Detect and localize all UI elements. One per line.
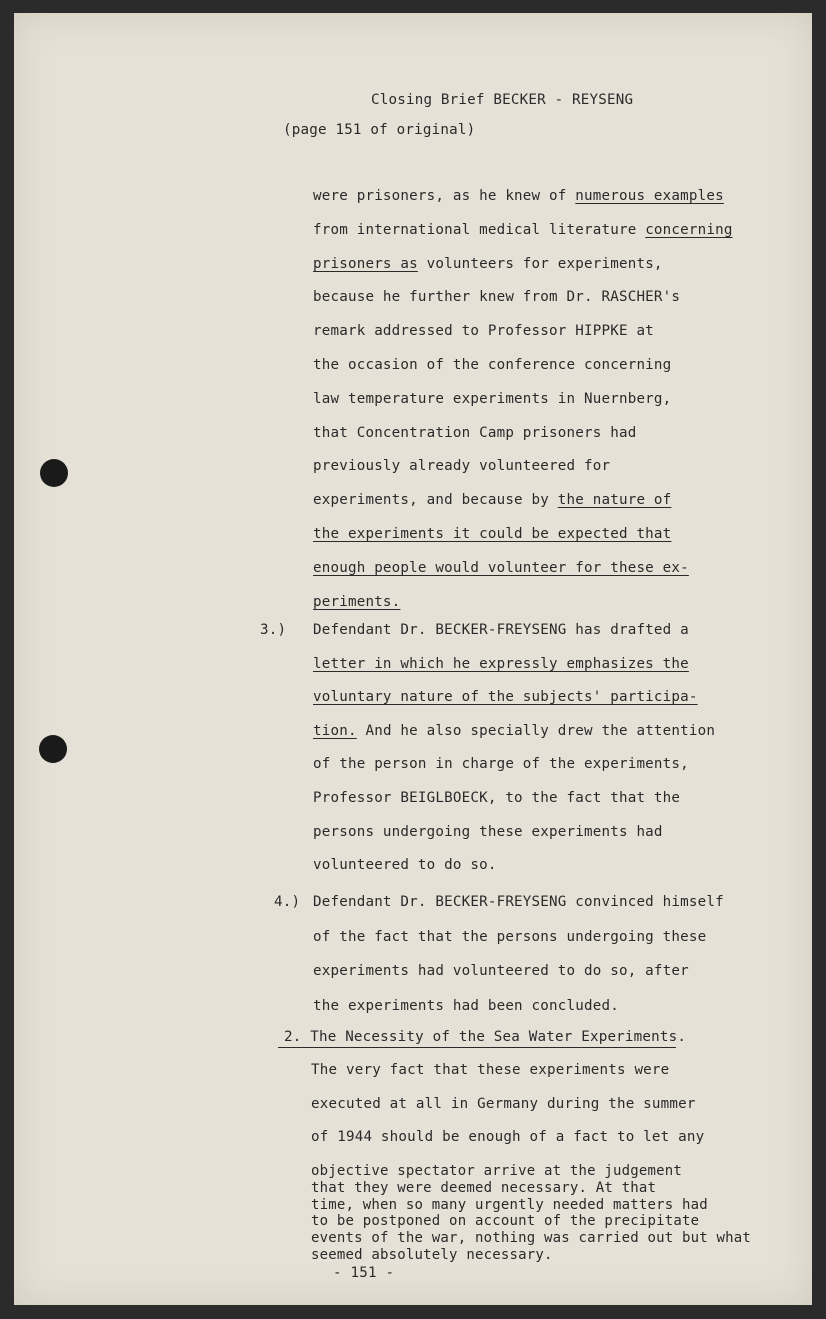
document-title: Closing Brief BECKER - REYSENG (371, 92, 634, 108)
text-line: of 1944 should be enough of a fact to let any (311, 1129, 705, 1145)
text-line: experiments, and because by the nature of (313, 492, 672, 509)
text-line: The very fact that these experiments were (311, 1062, 670, 1078)
section-2-heading: 2. The Necessity of the Sea Water Experiments. (284, 1029, 687, 1045)
text-line: persons undergoing these experiments had (313, 823, 663, 840)
text-line: experiments had volunteered to do so, after (313, 963, 689, 979)
text-line: executed at all in Germany during the summer (311, 1095, 696, 1112)
text-line: seemed absolutely necessary. (311, 1247, 553, 1263)
text-line: that Concentration Camp prisoners had (313, 424, 637, 441)
text-line: Professor BEIGLBOECK, to the fact that the (313, 790, 681, 806)
text-line: were prisoners, as he knew of numerous examples (313, 188, 724, 204)
text-line: volunteered to do so. (313, 857, 497, 874)
section-2-underline (278, 1047, 676, 1048)
item-number: 3.) (260, 622, 287, 638)
document-page (14, 13, 812, 1305)
text-line: enough people would volunteer for these ex- (313, 559, 689, 576)
text-line: time, when so many urgently needed matters had (311, 1196, 708, 1213)
text-line: the experiments it could be expected that (313, 526, 672, 542)
text-line: because he further knew from Dr. RASCHER's (313, 289, 681, 306)
text-line: of the fact that the persons undergoing these (313, 928, 707, 945)
text-line: lаw temperature experiments in Nuernberg, (313, 390, 672, 407)
text-line: the experiments had been concluded. (313, 997, 619, 1014)
page-number: - 151 - (333, 1265, 395, 1281)
text-line: letter in which he expressly emphasizes the (313, 655, 689, 672)
text-line: prisoners as volunteers for experiments, (313, 255, 663, 272)
text-line: periments. (313, 593, 401, 610)
text-line: Defendant Dr. BECKER-FREYSENG convinced himself (313, 894, 724, 910)
text-line: events of the war, nothing was carried out but what (311, 1230, 752, 1247)
text-line: objective spectator arrive at the judgement (311, 1163, 683, 1179)
item-number: 4.) (274, 894, 301, 910)
punch-hole-top (40, 459, 68, 487)
text-line: Defendant Dr. BECKER-FREYSENG has drafted a (313, 622, 689, 638)
text-line: tion. And he also specially drew the attention (313, 722, 716, 739)
text-line: remark addressed to Professor HIPPKE at (313, 323, 654, 340)
text-line: that they were deemed necessary. At that (311, 1179, 657, 1196)
page-reference: (page 151 of original) (283, 122, 476, 138)
text-line: the occasion of the conference concerning (313, 357, 672, 373)
text-line: voluntary nature of the subjects' participa- (313, 689, 698, 706)
text-line: to be postponed on account of the precipitate (311, 1213, 700, 1230)
punch-hole-bottom (39, 735, 67, 763)
text-line: previously already volunteered for (313, 458, 611, 475)
text-line: from international medical literature concerning (313, 221, 733, 238)
text-line: of the person in charge of the experiments, (313, 756, 689, 773)
